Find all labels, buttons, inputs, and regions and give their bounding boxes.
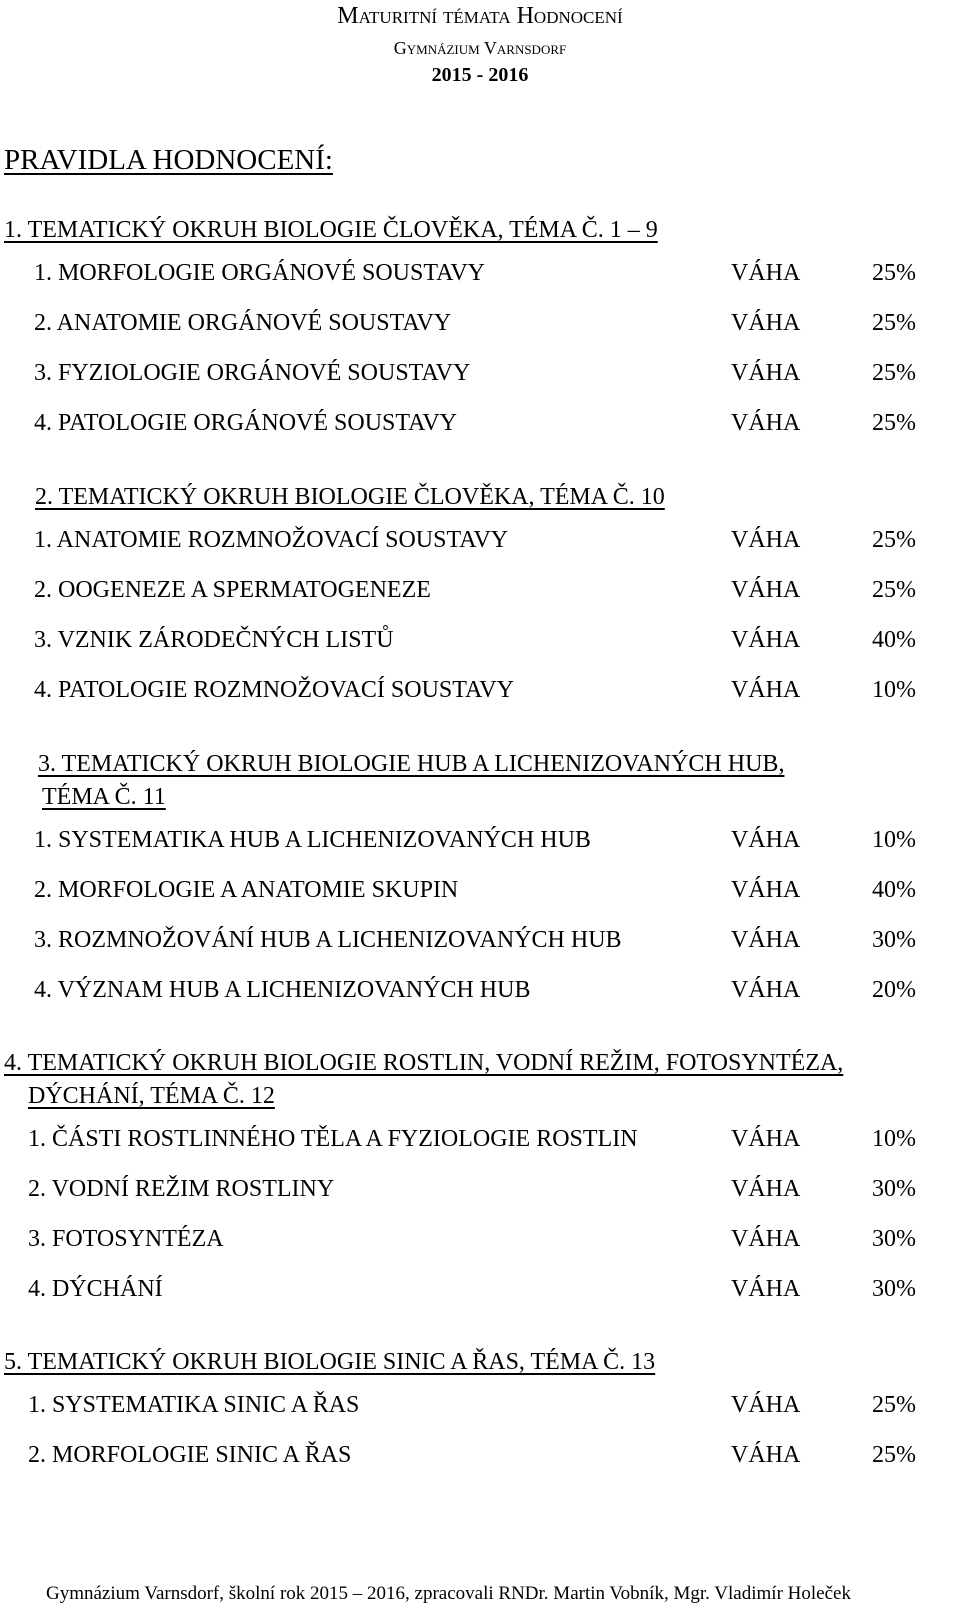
criterion-row — [0, 1113, 960, 1163]
criterion-row — [0, 1213, 960, 1263]
criterion-row — [0, 1163, 960, 1213]
criteria-list — [0, 1379, 960, 1479]
criterion-label: 3. FYZIOLOGIE ORGÁNOVÉ SOUSTAVY — [34, 360, 471, 386]
criterion-row — [0, 397, 960, 447]
section-heading-line: 3. TEMATICKÝ OKRUH BIOLOGIE HUB A LICHENIZOVANÝCH HUB, — [38, 751, 785, 777]
section-heading-line: TÉMA Č. 11 — [42, 784, 166, 810]
weight-label: VÁHA — [731, 360, 801, 386]
criterion-label: 1. ČÁSTI ROSTLINNÉHO TĚLA A FYZIOLOGIE ROSTLIN — [28, 1126, 638, 1152]
weight-label: VÁHA — [731, 877, 801, 903]
weight-percent: 10% — [872, 677, 916, 703]
criterion-label: 2. MORFOLOGIE A ANATOMIE SKUPIN — [34, 877, 459, 903]
weight-percent: 30% — [872, 1176, 916, 1202]
section-heading — [0, 748, 960, 814]
section-heading-line: DÝCHÁNÍ, TÉMA Č. 12 — [28, 1083, 275, 1109]
weight-percent: 10% — [872, 1126, 916, 1152]
weight-percent: 30% — [872, 927, 916, 953]
criterion-label: 4. DÝCHÁNÍ — [28, 1276, 163, 1302]
criterion-row — [0, 347, 960, 397]
criterion-label: 1. SYSTEMATIKA HUB A LICHENIZOVANÝCH HUB — [34, 827, 591, 853]
criterion-label: 4. VÝZNAM HUB A LICHENIZOVANÝCH HUB — [34, 977, 531, 1003]
section-heading-line: 4. TEMATICKÝ OKRUH BIOLOGIE ROSTLIN, VODNÍ REŽIM, FOTOSYNTÉZA, — [4, 1050, 844, 1076]
weight-percent: 25% — [872, 1392, 916, 1418]
document-title: Maturitní témata Hodnocení — [337, 3, 623, 29]
weight-label: VÁHA — [731, 1226, 801, 1252]
topic-section-3 — [0, 748, 960, 1014]
criterion-label: 3. FOTOSYNTÉZA — [28, 1226, 224, 1252]
weight-label: VÁHA — [731, 310, 801, 336]
school-name: Gymnázium Varnsdorf — [393, 38, 567, 58]
weight-label: VÁHA — [731, 827, 801, 853]
criteria-list — [0, 514, 960, 714]
weight-percent: 30% — [872, 1226, 916, 1252]
criterion-label: 1. SYSTEMATIKA SINIC A ŘAS — [28, 1392, 360, 1418]
criterion-row — [0, 1429, 960, 1479]
weight-label: VÁHA — [731, 1442, 801, 1468]
weight-percent: 25% — [872, 310, 916, 336]
weight-percent: 30% — [872, 1276, 916, 1302]
weight-percent: 25% — [872, 1442, 916, 1468]
criterion-row — [0, 1379, 960, 1429]
criterion-row — [0, 664, 960, 714]
criterion-row — [0, 964, 960, 1014]
section-heading-line: 5. TEMATICKÝ OKRUH BIOLOGIE SINIC A ŘAS, TÉMA Č. 13 — [4, 1349, 656, 1375]
criterion-row — [0, 614, 960, 664]
criterion-row — [0, 247, 960, 297]
criterion-label: 1. MORFOLOGIE ORGÁNOVÉ SOUSTAVY — [34, 260, 485, 286]
criterion-row — [0, 297, 960, 347]
topic-section-2 — [0, 481, 960, 714]
weight-label: VÁHA — [731, 1126, 801, 1152]
criterion-label: 2. OOGENEZE A SPERMATOGENEZE — [34, 577, 431, 603]
criteria-list — [0, 814, 960, 1014]
criterion-row — [0, 864, 960, 914]
topic-section-5 — [0, 1346, 960, 1479]
criteria-list — [0, 1113, 960, 1313]
weight-percent: 25% — [872, 577, 916, 603]
criterion-label: 2. VODNÍ REŽIM ROSTLINY — [28, 1176, 335, 1202]
weight-label: VÁHA — [731, 1276, 801, 1302]
section-heading — [0, 1047, 960, 1113]
criterion-label: 2. ANATOMIE ORGÁNOVÉ SOUSTAVY — [34, 310, 452, 336]
criterion-row — [0, 914, 960, 964]
criterion-row — [0, 1263, 960, 1313]
weight-percent: 40% — [872, 877, 916, 903]
criterion-row — [0, 514, 960, 564]
weight-label: VÁHA — [731, 677, 801, 703]
page-footer: Gymnázium Varnsdorf, školní rok 2015 – 2016, zpracovali RNDr. Martin Vobník, Mgr. Vladimír Holeček — [46, 1583, 851, 1604]
weight-label: VÁHA — [731, 577, 801, 603]
weight-percent: 25% — [872, 260, 916, 286]
weight-label: VÁHA — [731, 627, 801, 653]
weight-percent: 25% — [872, 360, 916, 386]
section-heading — [0, 481, 960, 514]
weight-percent: 10% — [872, 827, 916, 853]
weight-label: VÁHA — [731, 260, 801, 286]
section-heading — [0, 214, 960, 247]
section-heading — [0, 1346, 960, 1379]
weight-label: VÁHA — [731, 1176, 801, 1202]
criterion-label: 3. ROZMNOŽOVÁNÍ HUB A LICHENIZOVANÝCH HUB — [34, 927, 622, 953]
rules-heading: PRAVIDLA HODNOCENÍ: — [4, 144, 333, 176]
topic-section-4 — [0, 1047, 960, 1313]
weight-label: VÁHA — [731, 1392, 801, 1418]
school-year: 2015 - 2016 — [431, 64, 529, 86]
weight-label: VÁHA — [731, 410, 801, 436]
weight-percent: 40% — [872, 627, 916, 653]
weight-percent: 25% — [872, 527, 916, 553]
criteria-list — [0, 247, 960, 447]
criterion-label: 2. MORFOLOGIE SINIC A ŘAS — [28, 1442, 352, 1468]
section-heading-line: 2. TEMATICKÝ OKRUH BIOLOGIE ČLOVĚKA, TÉMA Č. 10 — [35, 484, 665, 510]
criterion-label: 4. PATOLOGIE ORGÁNOVÉ SOUSTAVY — [34, 410, 458, 436]
criterion-row — [0, 814, 960, 864]
weight-percent: 20% — [872, 977, 916, 1003]
weight-label: VÁHA — [731, 527, 801, 553]
weight-label: VÁHA — [731, 927, 801, 953]
topic-section-1 — [0, 214, 960, 447]
criterion-label: 1. ANATOMIE ROZMNOŽOVACÍ SOUSTAVY — [34, 527, 509, 553]
section-heading-line: 1. TEMATICKÝ OKRUH BIOLOGIE ČLOVĚKA, TÉMA Č. 1 – 9 — [4, 217, 658, 243]
criterion-label: 4. PATOLOGIE ROZMNOŽOVACÍ SOUSTAVY — [34, 677, 514, 703]
weight-label: VÁHA — [731, 977, 801, 1003]
criterion-row — [0, 564, 960, 614]
criterion-label: 3. VZNIK ZÁRODEČNÝCH LISTŮ — [34, 627, 394, 653]
weight-percent: 25% — [872, 410, 916, 436]
